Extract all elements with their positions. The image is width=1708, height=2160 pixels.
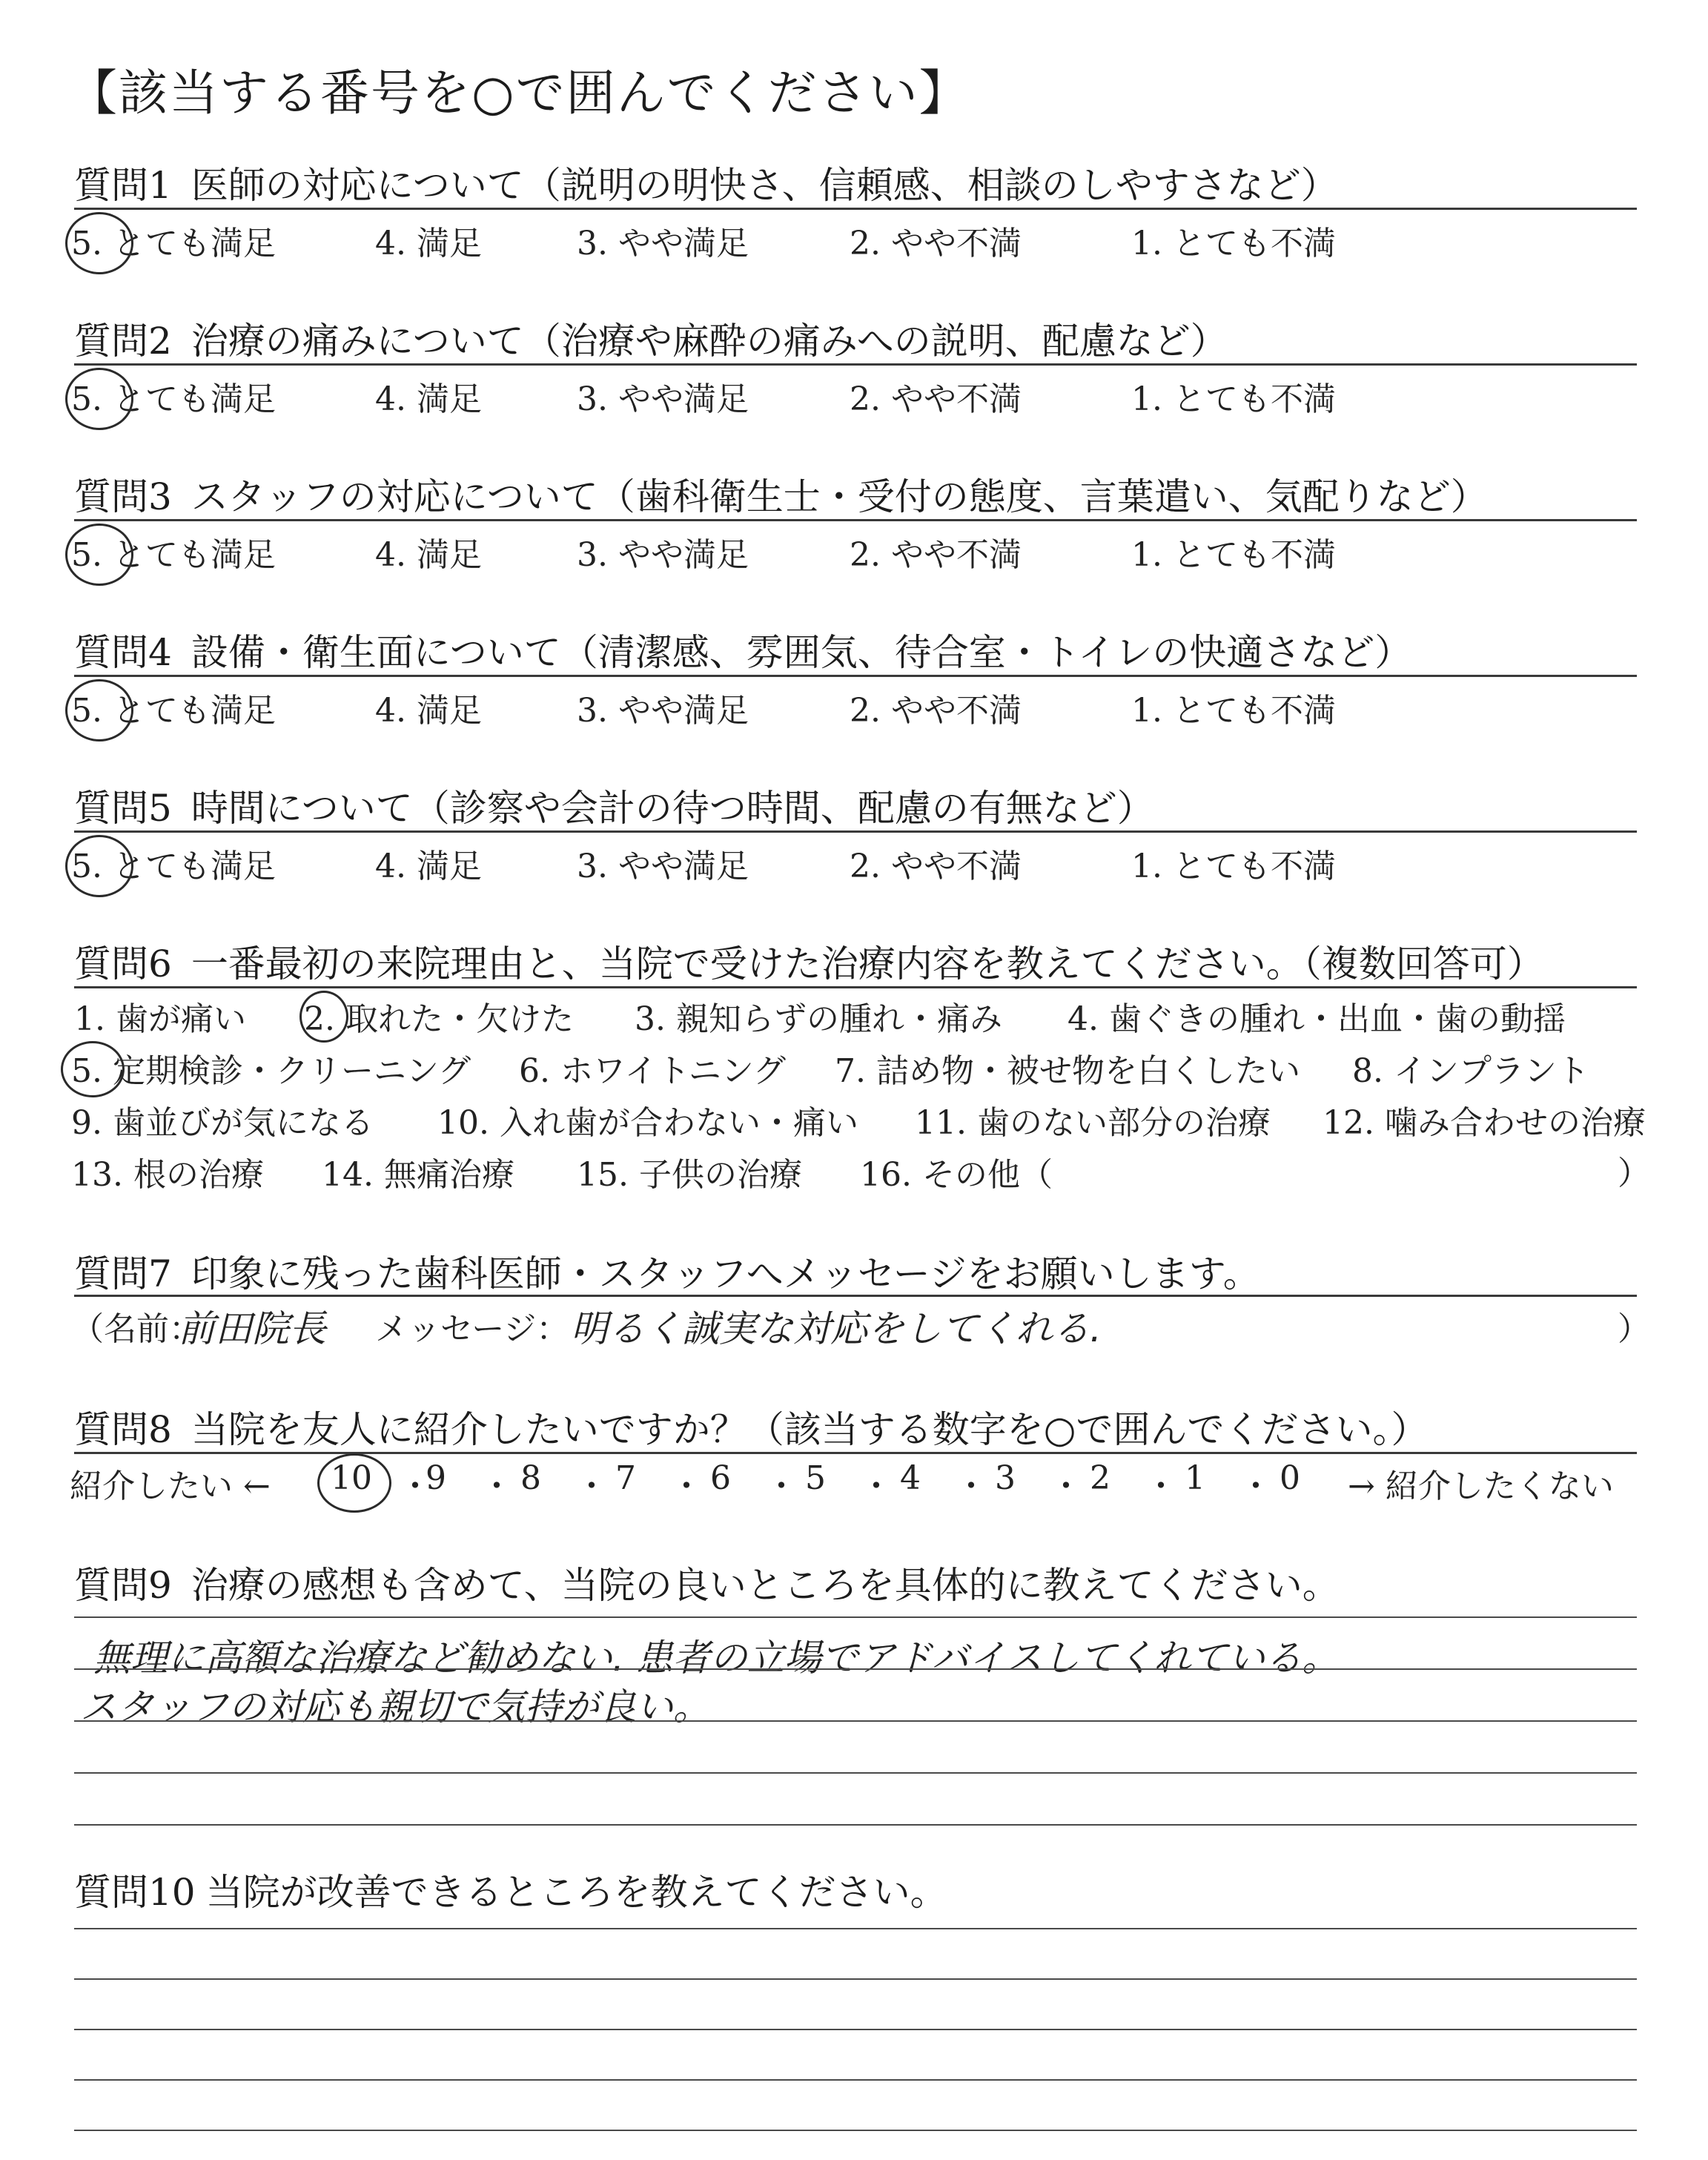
question-5 — [74, 779, 1154, 832]
question-number: 質問5 — [74, 787, 172, 830]
reason-option[interactable]: 4. 歯ぐきの腫れ・出血・歯の動揺 — [1068, 1000, 1566, 1038]
question-3 — [74, 467, 1488, 521]
answer-line — [74, 1720, 1637, 1722]
rating-option[interactable]: 4. 満足 — [375, 692, 482, 730]
recommend-left-label: 紹介したい ← — [70, 1467, 271, 1505]
question-number: 質問6 — [74, 942, 172, 985]
selection-circle — [65, 212, 133, 274]
divider — [74, 363, 1637, 366]
rating-option[interactable]: 5. とても満足 — [71, 848, 276, 885]
reason-option[interactable]: 7. 詰め物・被せ物を白くしたい — [835, 1052, 1300, 1090]
rating-option[interactable]: 1. とても不満 — [1131, 380, 1336, 418]
scale-separator: ・ — [765, 1467, 798, 1505]
answer-line — [74, 2130, 1637, 2131]
page-title: 【該当する番号を○で囲んでください】 — [68, 65, 970, 122]
rating-option[interactable]: 4. 満足 — [375, 380, 482, 418]
divider — [74, 1295, 1637, 1297]
message-label: メッセージ： — [375, 1310, 569, 1348]
scale-separator: ・ — [1050, 1467, 1082, 1505]
question-text: 時間について（診察や会計の待つ時間、配慮の有無など） — [191, 787, 1154, 830]
rating-option[interactable]: 5. とても満足 — [71, 536, 276, 574]
rating-option[interactable]: 3. やや満足 — [577, 536, 749, 574]
question-7 — [74, 1244, 1260, 1298]
selection-circle — [65, 835, 133, 897]
question-number: 質問3 — [74, 475, 172, 518]
scale-number[interactable]: 1 — [1185, 1459, 1205, 1497]
question-4 — [74, 623, 1411, 676]
scale-number[interactable]: 9 — [426, 1459, 446, 1497]
question-number: 質問2 — [74, 320, 172, 363]
answer-line — [74, 1978, 1637, 1980]
rating-option[interactable]: 2. やや不満 — [850, 692, 1022, 730]
selection-circle — [299, 991, 348, 1043]
rating-options-q3 — [0, 528, 1708, 572]
scale-number[interactable]: 7 — [615, 1459, 636, 1497]
rating-options-q1 — [0, 217, 1708, 261]
scale-separator: ・ — [399, 1467, 431, 1505]
reason-option[interactable]: 2. 取れた・欠けた — [304, 1000, 574, 1038]
reason-option[interactable]: 6. ホワイトニング — [519, 1052, 787, 1090]
scale-number[interactable]: 6 — [710, 1459, 731, 1497]
question-text: 当院を友人に紹介したいですか？（該当する数字を○で囲んでください。） — [191, 1408, 1429, 1451]
selection-circle — [65, 368, 133, 430]
answer-line — [74, 1824, 1637, 1826]
rating-option[interactable]: 2. やや不満 — [850, 536, 1022, 574]
scale-number[interactable]: 10 — [331, 1459, 372, 1497]
scale-separator: ・ — [1145, 1467, 1177, 1505]
rating-option[interactable]: 1. とても不満 — [1131, 225, 1336, 262]
rating-option[interactable]: 1. とても不満 — [1131, 536, 1336, 574]
rating-option[interactable]: 4. 満足 — [375, 536, 482, 574]
scale-separator: ・ — [860, 1467, 893, 1505]
scale-number[interactable]: 8 — [520, 1459, 541, 1497]
question-text: 当院が改善できるところを教えてください。 — [205, 1871, 947, 1914]
rating-options-q2 — [0, 372, 1708, 417]
scale-number[interactable]: 4 — [900, 1459, 921, 1497]
question-2 — [74, 311, 1228, 365]
divider — [74, 208, 1637, 210]
question-8 — [74, 1400, 1428, 1453]
question-number: 質問7 — [74, 1252, 172, 1295]
divider — [74, 986, 1637, 988]
scale-separator: ・ — [575, 1467, 608, 1505]
question-number: 質問9 — [74, 1564, 172, 1607]
name-label: （名前： — [71, 1310, 202, 1348]
selection-circle — [61, 1041, 125, 1097]
answer-line — [74, 2029, 1637, 2030]
rating-option[interactable]: 1. とても不満 — [1131, 848, 1336, 885]
rating-option[interactable]: 5. とても満足 — [71, 692, 276, 730]
reason-option[interactable]: 14. 無痛治療 — [322, 1156, 514, 1194]
divider — [74, 675, 1637, 677]
reason-option[interactable]: 15. 子供の治療 — [577, 1156, 802, 1194]
scale-number[interactable]: 5 — [805, 1459, 826, 1497]
reason-option[interactable]: 3. 親知らずの腫れ・痛み — [635, 1000, 1002, 1038]
question-number: 質問4 — [74, 631, 172, 674]
question-text: 設備・衛生面について（清潔感、雰囲気、待合室・トイレの快適さなど） — [191, 631, 1412, 674]
question-10 — [74, 1863, 947, 1916]
rating-option[interactable]: 2. やや不満 — [850, 380, 1022, 418]
question-6 — [74, 934, 1544, 988]
selection-circle — [65, 679, 133, 742]
rating-options-q4 — [0, 684, 1708, 728]
rating-option[interactable]: 2. やや不満 — [850, 848, 1022, 885]
name-answer: 前田院長 — [178, 1307, 326, 1350]
question-text: 印象に残った歯科医師・スタッフへメッセージをお願いします。 — [191, 1252, 1260, 1295]
answer-line — [74, 1668, 1637, 1670]
rating-options-q5 — [0, 839, 1708, 884]
question-number: 質問8 — [74, 1408, 172, 1451]
selection-circle — [317, 1453, 391, 1513]
close-paren: ） — [1618, 1310, 1650, 1348]
scale-number[interactable]: 3 — [995, 1459, 1016, 1497]
answer-line-2: スタッフの対応も親切で気持が良い。 — [80, 1685, 710, 1728]
rating-option[interactable]: 2. やや不満 — [850, 225, 1022, 262]
reason-option[interactable]: 13. 根の治療 — [71, 1156, 264, 1194]
question-number: 質問10 — [74, 1871, 196, 1914]
answer-line-1: 無理に高額な治療など勧めない. 患者の立場でアドバイスしてくれている。 — [93, 1636, 1340, 1680]
divider — [74, 1452, 1637, 1454]
rating-option[interactable]: 1. とても不満 — [1131, 692, 1336, 730]
rating-option[interactable]: 3. やや満足 — [577, 380, 749, 418]
scale-separator: ・ — [1239, 1467, 1272, 1505]
answer-line — [74, 1772, 1637, 1774]
recommend-right-label: → 紹介したくない — [1348, 1467, 1614, 1505]
reason-option[interactable]: 8. インプラント — [1352, 1052, 1589, 1090]
reason-option[interactable]: 12. 噛み合わせの治療 — [1323, 1104, 1646, 1142]
rating-option[interactable]: 5. とても満足 — [71, 380, 276, 418]
question-text: 医師の対応について（説明の明快さ、信頼感、相談のしやすさなど） — [191, 164, 1338, 207]
answer-line — [74, 2079, 1637, 2081]
scale-separator: ・ — [480, 1467, 513, 1505]
reason-option[interactable]: 16. その他（ — [860, 1156, 1053, 1194]
rating-option[interactable]: 3. やや満足 — [577, 225, 749, 262]
rating-option[interactable]: 3. やや満足 — [577, 848, 749, 885]
question-text: 一番最初の来院理由と、当院で受けた治療内容を教えてください。（複数回答可） — [191, 942, 1544, 985]
divider — [74, 830, 1637, 833]
question-number: 質問1 — [74, 164, 172, 207]
close-paren: ） — [1618, 1155, 1650, 1192]
reason-option[interactable]: 5. 定期検診・クリーニング — [71, 1052, 471, 1090]
rating-option[interactable]: 4. 満足 — [375, 848, 482, 885]
reason-option[interactable]: 11. 歯のない部分の治療 — [915, 1104, 1271, 1142]
divider — [74, 519, 1637, 521]
rating-option[interactable]: 3. やや満足 — [577, 692, 749, 730]
rating-option[interactable]: 4. 満足 — [375, 225, 482, 262]
question-text: 治療の感想も含めて、当院の良いところを具体的に教えてください。 — [191, 1564, 1340, 1607]
question-9 — [74, 1556, 1340, 1609]
scale-number[interactable]: 2 — [1090, 1459, 1110, 1497]
reason-option[interactable]: 9. 歯並びが気になる — [71, 1104, 374, 1142]
scale-separator: ・ — [955, 1467, 987, 1505]
question-1 — [74, 156, 1338, 209]
answer-line — [74, 1616, 1637, 1618]
rating-option[interactable]: 5. とても満足 — [71, 225, 276, 262]
scale-separator: ・ — [670, 1467, 703, 1505]
scale-number[interactable]: 0 — [1280, 1459, 1300, 1497]
answer-line — [74, 1928, 1637, 1929]
question-text: 治療の痛みについて（治療や麻酔の痛みへの説明、配慮など） — [191, 320, 1228, 363]
reason-option[interactable]: 10. 入れ歯が合わない・痛い — [437, 1104, 858, 1142]
question-text: スタッフの対応について（歯科衛生士・受付の態度、言葉遣い、気配りなど） — [191, 475, 1488, 518]
message-answer: 明るく誠実な対応をしてくれる. — [571, 1307, 1102, 1350]
reason-option[interactable]: 1. 歯が痛い — [74, 1000, 246, 1038]
selection-circle — [65, 524, 133, 586]
